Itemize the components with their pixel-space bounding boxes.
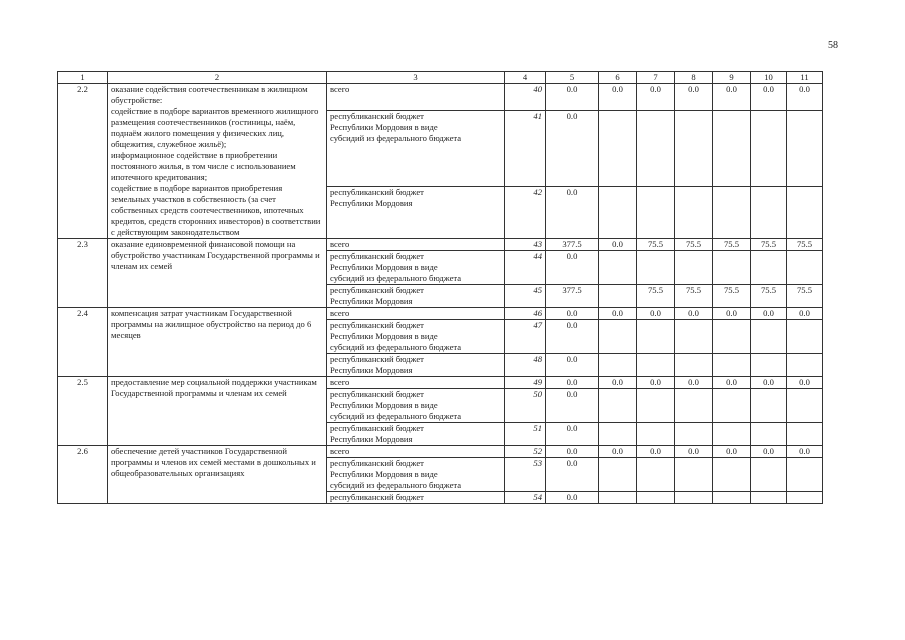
column-header: 1 [58,72,108,84]
amount-cell [751,354,787,377]
amount-cell: 0.0 [599,239,637,251]
amount-cell: 0.0 [637,446,675,458]
amount-cell: 0.0 [751,84,787,111]
amount-cell: 75.5 [637,239,675,251]
amount-cell [787,187,823,239]
column-header: 11 [787,72,823,84]
amount-cell [675,354,713,377]
amount-cell [637,389,675,423]
amount-cell [751,187,787,239]
funding-source: республиканский бюджет Республики Мордовия в виде субсидий из федерального бюджета [327,458,505,492]
item-description: обеспечение детей участников Государственной программы и членов их семей местами в дошкольных и общеобразовательных организациях [108,446,327,504]
amount-cell [599,251,637,285]
amount-cell [637,320,675,354]
row-code: 54 [505,492,546,504]
amount-cell: 0.0 [713,84,751,111]
column-header: 10 [751,72,787,84]
amount-cell [751,492,787,504]
amount-cell: 0.0 [546,492,599,504]
funding-source: республиканский бюджет [327,492,505,504]
amount-cell [713,389,751,423]
row-code: 51 [505,423,546,446]
column-header: 5 [546,72,599,84]
amount-cell: 0.0 [546,84,599,111]
amount-cell: 0.0 [546,308,599,320]
amount-cell [713,423,751,446]
amount-cell: 0.0 [787,308,823,320]
table-row [58,377,823,389]
column-header: 3 [327,72,505,84]
amount-cell [599,285,637,308]
amount-cell [713,251,751,285]
amount-cell: 0.0 [675,377,713,389]
amount-cell [599,187,637,239]
amount-cell: 75.5 [713,239,751,251]
amount-cell: 0.0 [713,308,751,320]
amount-cell: 0.0 [751,377,787,389]
amount-cell [637,423,675,446]
amount-cell [787,423,823,446]
amount-cell: 75.5 [751,285,787,308]
amount-cell [637,492,675,504]
amount-cell: 0.0 [599,84,637,111]
amount-cell: 0.0 [546,389,599,423]
amount-cell [675,251,713,285]
table-body [58,84,823,504]
item-description: оказание содействия соотечественникам в жилищном обустройстве: содействие в подборе вариантов временного жилищного размещения соотечественников (гостиницы, наём, поднаём жилого помещения у физических лиц, общежития, служебное жильё); информационное содействие в приобретении постоянного жилья, в том числе с использованием ипотечного кредитования; содействие в подборе вариантов приобретения земельных участков в собственность (за счет собственных средств соотечественников, ипотечных кредитов, средств сторонних инвесторов) в соответствии с действующим законодательством [108,84,327,239]
amount-cell [751,389,787,423]
item-description: предоставление мер социальной поддержки участникам Государственной программы и членам их семей [108,377,327,446]
amount-cell [675,458,713,492]
funding-source: всего [327,377,505,389]
row-code: 44 [505,251,546,285]
budget-table [57,71,823,504]
amount-cell: 0.0 [787,84,823,111]
amount-cell [751,110,787,186]
row-code: 49 [505,377,546,389]
amount-cell: 75.5 [751,239,787,251]
table-row [58,308,823,320]
row-code: 50 [505,389,546,423]
amount-cell: 0.0 [637,84,675,111]
amount-cell [787,389,823,423]
amount-cell: 377.5 [546,239,599,251]
amount-cell: 75.5 [675,285,713,308]
amount-cell: 0.0 [599,446,637,458]
amount-cell [787,251,823,285]
amount-cell [713,492,751,504]
amount-cell: 0.0 [751,308,787,320]
amount-cell [637,354,675,377]
table-row [58,84,823,111]
row-code: 53 [505,458,546,492]
column-header: 7 [637,72,675,84]
amount-cell [751,251,787,285]
row-code: 40 [505,84,546,111]
amount-cell: 0.0 [599,308,637,320]
amount-cell [713,354,751,377]
funding-source: республиканский бюджет Республики Мордовия [327,285,505,308]
amount-cell [675,389,713,423]
table-row [58,239,823,251]
amount-cell: 0.0 [546,423,599,446]
amount-cell [599,110,637,186]
amount-cell: 0.0 [546,187,599,239]
column-header: 4 [505,72,546,84]
amount-cell [713,320,751,354]
column-header: 2 [108,72,327,84]
amount-cell [751,423,787,446]
amount-cell [637,251,675,285]
item-number: 2.3 [58,239,108,308]
item-number: 2.4 [58,308,108,377]
amount-cell [787,110,823,186]
amount-cell [637,187,675,239]
amount-cell: 0.0 [546,377,599,389]
funding-source: республиканский бюджет Республики Мордовия [327,187,505,239]
amount-cell: 0.0 [546,354,599,377]
amount-cell: 377.5 [546,285,599,308]
row-code: 48 [505,354,546,377]
amount-cell: 0.0 [546,458,599,492]
amount-cell [637,458,675,492]
funding-source: республиканский бюджет Республики Мордовия в виде субсидий из федерального бюджета [327,110,505,186]
row-code: 43 [505,239,546,251]
amount-cell [599,389,637,423]
amount-cell: 75.5 [637,285,675,308]
item-number: 2.6 [58,446,108,504]
item-description: оказание единовременной финансовой помощи на обустройство участникам Государственной программы и членам их семей [108,239,327,308]
amount-cell: 0.0 [787,377,823,389]
row-code: 45 [505,285,546,308]
amount-cell [599,320,637,354]
amount-cell [637,110,675,186]
amount-cell: 0.0 [713,446,751,458]
funding-source: республиканский бюджет Республики Мордовия [327,354,505,377]
amount-cell [787,458,823,492]
funding-source: всего [327,84,505,111]
amount-cell: 75.5 [787,239,823,251]
funding-source: республиканский бюджет Республики Мордовия в виде субсидий из федерального бюджета [327,251,505,285]
funding-source: республиканский бюджет Республики Мордовия в виде субсидий из федерального бюджета [327,320,505,354]
amount-cell: 0.0 [546,251,599,285]
funding-source: республиканский бюджет Республики Мордовия в виде субсидий из федерального бюджета [327,389,505,423]
amount-cell [751,458,787,492]
amount-cell: 0.0 [546,320,599,354]
amount-cell: 0.0 [675,446,713,458]
row-code: 47 [505,320,546,354]
amount-cell: 0.0 [637,308,675,320]
amount-cell [675,492,713,504]
item-number: 2.5 [58,377,108,446]
column-header: 6 [599,72,637,84]
amount-cell [599,423,637,446]
row-code: 42 [505,187,546,239]
amount-cell [787,492,823,504]
amount-cell: 0.0 [637,377,675,389]
amount-cell: 0.0 [787,446,823,458]
amount-cell: 75.5 [713,285,751,308]
amount-cell: 75.5 [787,285,823,308]
column-header: 8 [675,72,713,84]
amount-cell: 0.0 [546,110,599,186]
funding-source: всего [327,308,505,320]
funding-source: всего [327,446,505,458]
row-code: 46 [505,308,546,320]
table-row [58,446,823,458]
row-code: 41 [505,110,546,186]
amount-cell: 0.0 [546,446,599,458]
amount-cell [599,492,637,504]
amount-cell: 0.0 [713,377,751,389]
column-header: 9 [713,72,751,84]
amount-cell: 0.0 [599,377,637,389]
amount-cell [713,458,751,492]
item-description: компенсация затрат участникам Государственной программы на жилищное обустройство на период до 6 месяцев [108,308,327,377]
funding-source: всего [327,239,505,251]
page-number: 58 [828,40,838,51]
amount-cell [787,354,823,377]
amount-cell [751,320,787,354]
amount-cell: 0.0 [675,84,713,111]
funding-source: республиканский бюджет Республики Мордовия [327,423,505,446]
item-number: 2.2 [58,84,108,239]
amount-cell [675,320,713,354]
amount-cell: 0.0 [751,446,787,458]
amount-cell: 0.0 [675,308,713,320]
amount-cell: 75.5 [675,239,713,251]
amount-cell [675,187,713,239]
row-code: 52 [505,446,546,458]
header-row [58,72,823,84]
amount-cell [599,458,637,492]
amount-cell [675,423,713,446]
amount-cell [599,354,637,377]
amount-cell [713,187,751,239]
amount-cell [675,110,713,186]
amount-cell [713,110,751,186]
amount-cell [787,320,823,354]
